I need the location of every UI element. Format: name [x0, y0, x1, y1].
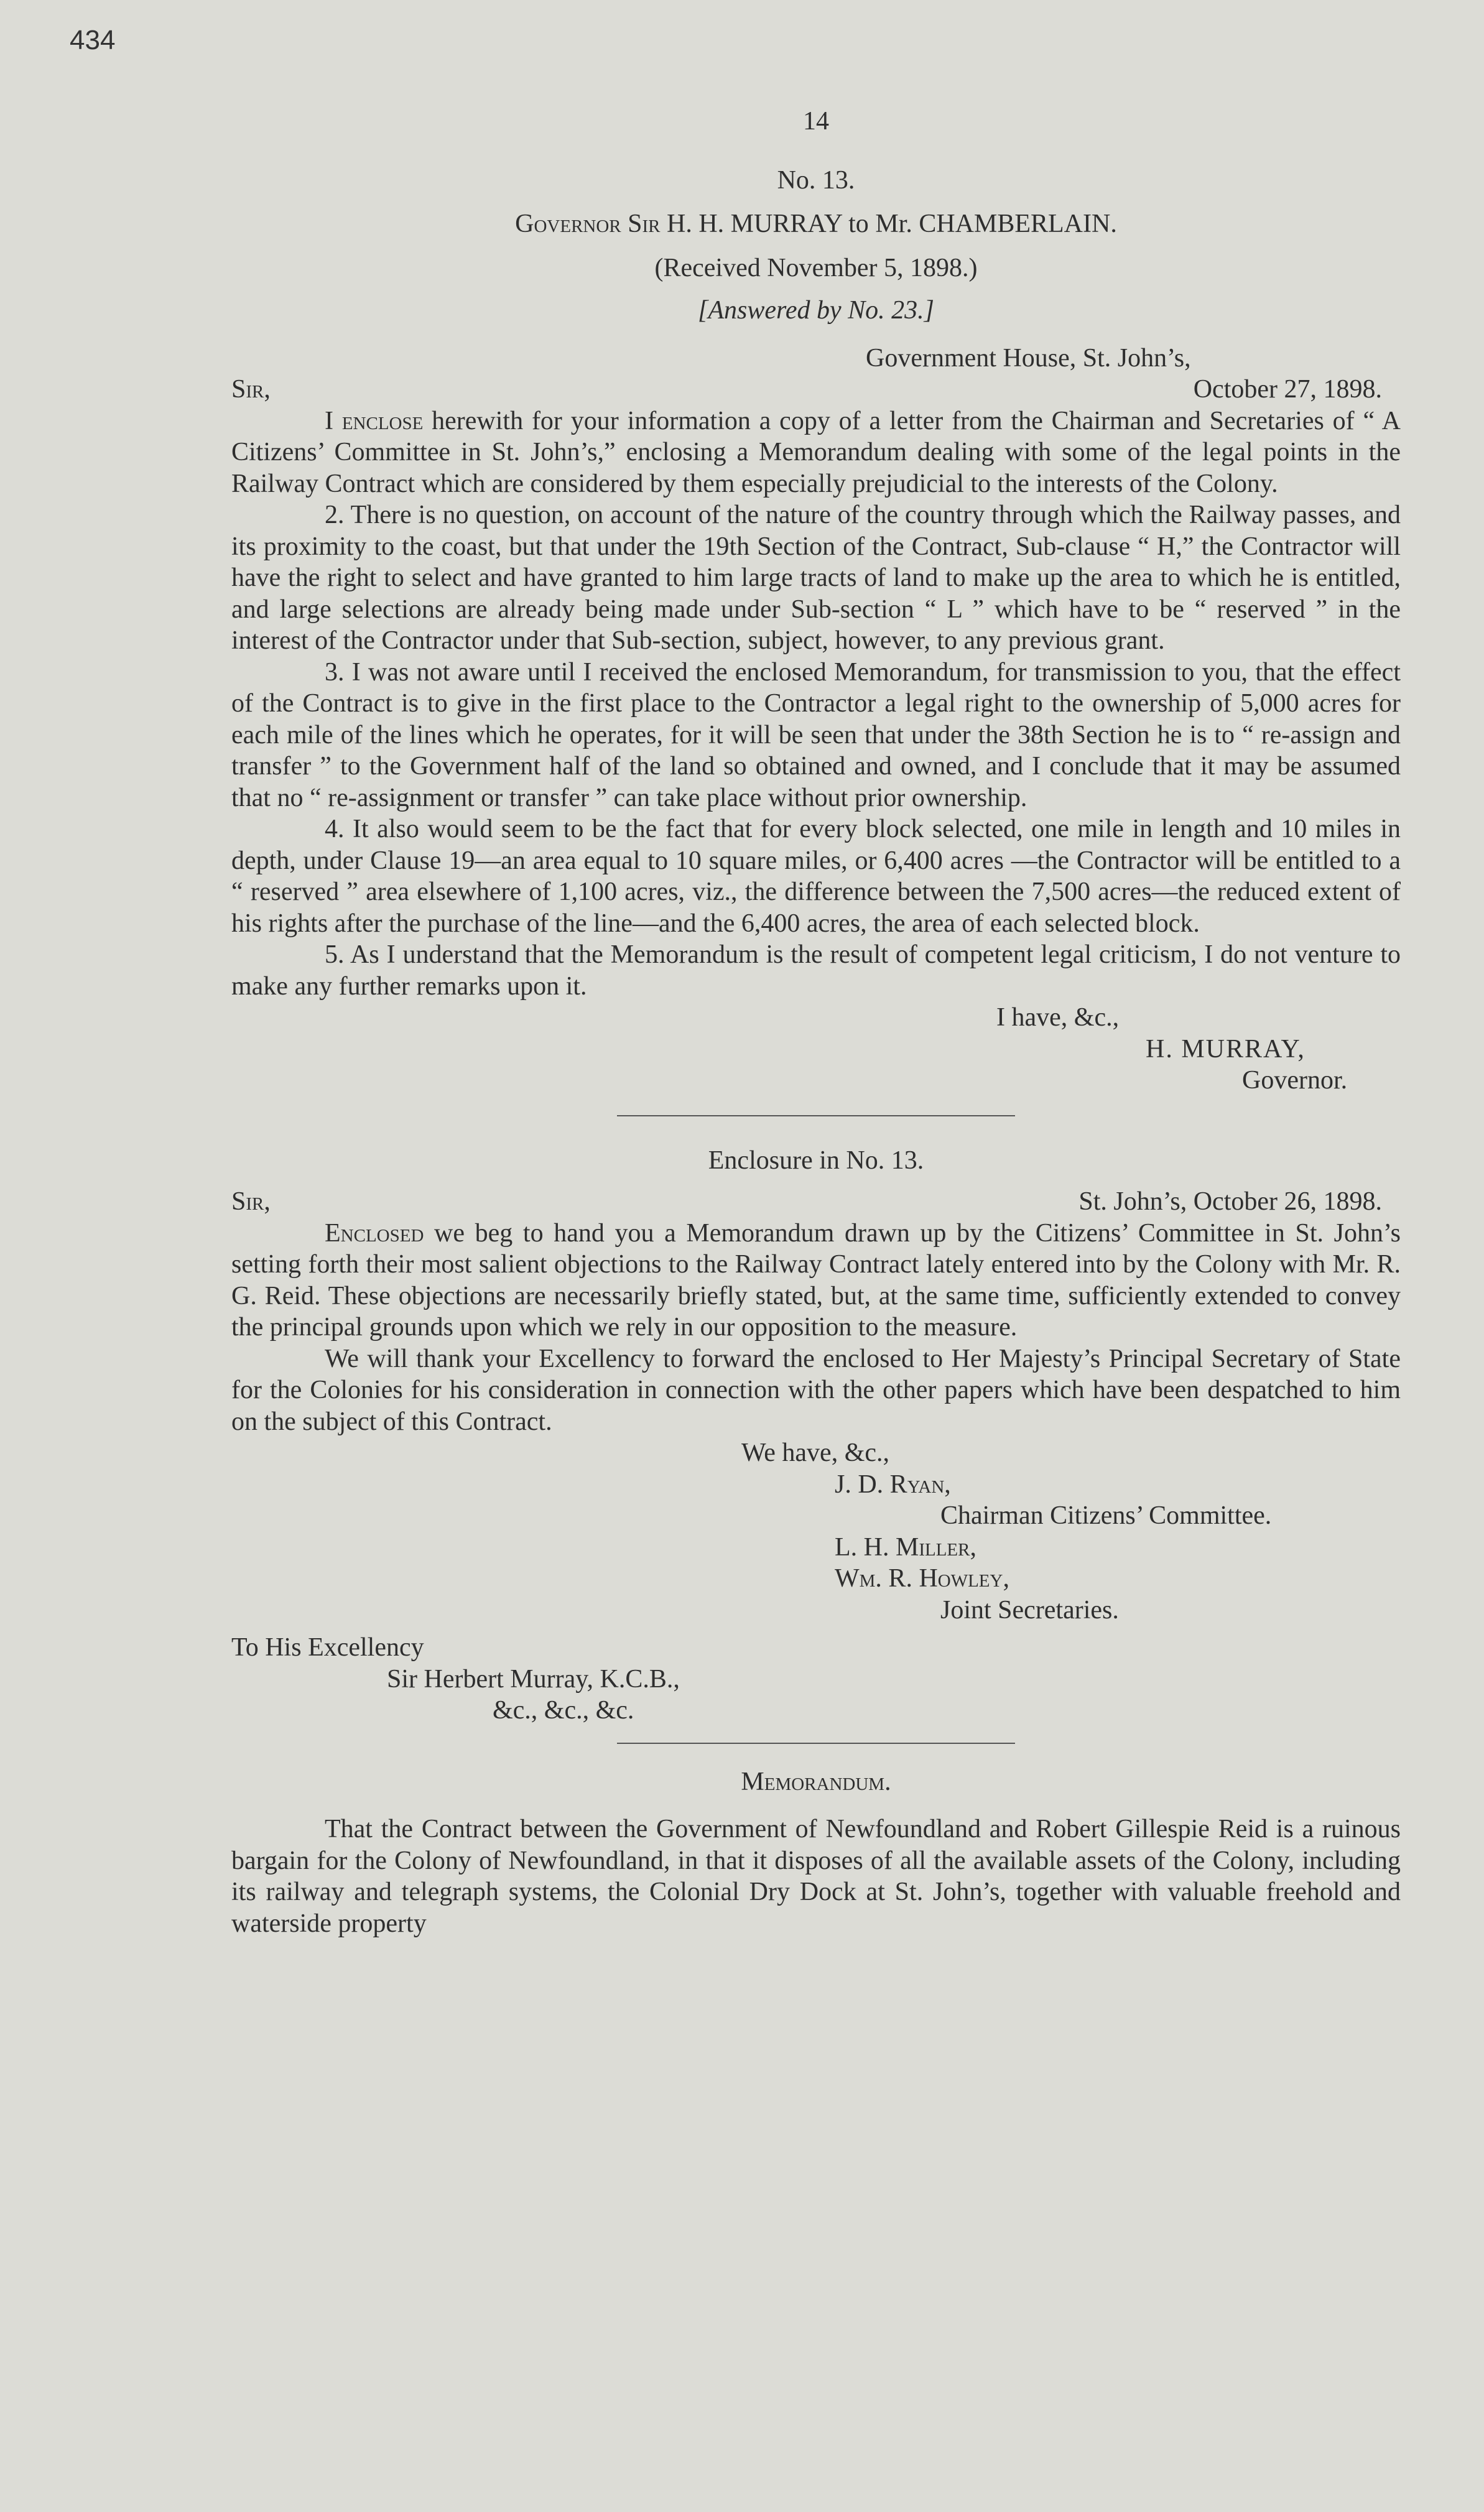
letter-signature: H. MURRAY, [1146, 1034, 1305, 1064]
signatory-ryan-title: Chairman Citizens’ Committee. [940, 1501, 1272, 1530]
enclosure-place-date: St. John’s, October 26, 1898. [1078, 1187, 1382, 1216]
document-number: No. 13. [777, 165, 855, 195]
enclosure-paragraph-1-text: we beg to hand you a Memorandum drawn up by the Citizens’ Committee in St. John’s setting forth their most salient objections to the Railway Contract lately entered into by the Colony with Mr. R. G. Reid. These objections are necessarily briefly stated, but, at the same time, sufficiently extended to convey the principal grounds upon which we rely in our opposition to the measure. [231, 1218, 1401, 1342]
addressee-line-3: &c., &c., &c. [493, 1696, 634, 1725]
letter [231, 343, 1401, 1096]
heading-from-prefix: Governor Sir [515, 210, 661, 238]
paragraph-3: 3. I was not aware until I received the enclosed Memorandum, for transmission to you, that the effect of the Contract is to give in the first place to the Contractor a legal right to the ownership of 5,000 acres for each mile of the lines which he operates, for it will be seen that under the 38th Section he is to “ re-assign and transfer ” to the Government half of the land so obtained and owned, and I conclude that it may be assumed that no “ re-assignment or transfer ” can take place without prior ownership. [231, 657, 1401, 812]
memorandum [231, 1766, 1401, 1940]
enclosure-paragraph-2: We will thank your Excellency to forward the enclosed to Her Majesty’s Principal Secretary of State for the Colonies for his consideration in connection with the other papers which have been despatched to him on the subject of this Contract. [231, 1344, 1401, 1436]
letter-heading [231, 208, 1401, 240]
paragraph-5: 5. As I understand that the Memorandum is the result of competent legal criticism, I do not venture to make any further remarks upon it. [231, 940, 1401, 1001]
answered-reference: [Answered by No. 23.] [698, 296, 934, 325]
addressee-line-1: To His Excellency [231, 1633, 424, 1662]
signatory-howley: Wm. R. Howley, [835, 1564, 1009, 1593]
letter-date: October 27, 1898. [1193, 375, 1382, 404]
folio-page-number: 434 [70, 25, 116, 55]
paragraph-2: 2. There is no question, on account of the nature of the country through which the Railway passes, and its proximity to the coast, but that under the 19th Section of the Contract, Sub-clause “ H,” the Contractor will have the right to select and have granted to him large tracts of land to make up the area to which he is entitled, and large selections are already being made under Sub-section “ L ” which have to be “ reserved ” in the interest of the Contractor under that Sub-section, subject, however, to any previous grant. [231, 501, 1401, 655]
heading-from-name: H. H. MURRAY [667, 210, 842, 238]
salutation: Sir, [231, 375, 271, 404]
section-divider [617, 1115, 1015, 1116]
addressee-line-2: Sir Herbert Murray, K.C.B., [387, 1664, 680, 1694]
letter-address: Government House, St. John’s, [866, 343, 1191, 373]
page-number: 14 [803, 107, 829, 136]
memorandum-paragraph-1: That the Contract between the Government of Newfoundland and Robert Gillespie Reid is a ruinous bargain for the Colony of Newfoundland, in that it disposes of all the available assets of the Colony, including its railway and telegraph systems, the Colonial Dry Dock at St. John’s, together with valuable freehold and waterside property [231, 1815, 1401, 1938]
memorandum-divider [617, 1743, 1015, 1744]
enclosure-salutation-row [231, 1186, 1401, 1218]
enclosure-closing: We have, &c., [741, 1439, 890, 1467]
document-body [231, 106, 1401, 1939]
enclosure-paragraph-1-lead: Enclosed [325, 1218, 424, 1248]
paragraph-4: 4. It also would seem to be the fact that for every block selected, one mile in length and 10 miles in depth, under Clause 19—an area equal to 10 square miles, or 6,400 acres —the Contractor will be entitled to a “ reserved ” area elsewhere of 1,100 acres, viz., the difference between the 7,500 acres—the reduced extent of his rights after the purchase of the line—and the 6,400 acres, the area of each selected block. [231, 815, 1401, 938]
memorandum-title: Memorandum. [741, 1767, 891, 1796]
heading-to: to [848, 210, 869, 238]
salutation-row [231, 374, 1401, 406]
letter-closing: I have, &c., [996, 1003, 1120, 1032]
letter-signature-title: Governor. [1242, 1066, 1348, 1095]
signatory-miller: L. H. Miller, [835, 1532, 976, 1562]
enclosure-title: Enclosure in No. 13. [708, 1146, 924, 1175]
received-date: (Received November 5, 1898.) [654, 253, 978, 282]
enclosure [231, 1145, 1401, 1726]
heading-recipient: Mr. CHAMBERLAIN. [875, 210, 1117, 238]
paragraph-1 [231, 406, 1401, 500]
enclosure-salutation: Sir, [231, 1187, 271, 1216]
paragraph-1-text: herewith for your information a copy of a letter from the Chairman and Secretaries of “ A Citizens’ Committee in St. John’s,” enclosing a Memorandum dealing with some of the legal points in the Railway Contract which are considered by them especially prejudicial to the interests of the Colony. [231, 406, 1401, 498]
paragraph-1-lead: I enclose [325, 406, 424, 435]
enclosure-paragraph-1 [231, 1218, 1401, 1343]
joint-secretaries-title: Joint Secretaries. [940, 1595, 1119, 1624]
signatory-ryan: J. D. Ryan, [835, 1470, 951, 1499]
